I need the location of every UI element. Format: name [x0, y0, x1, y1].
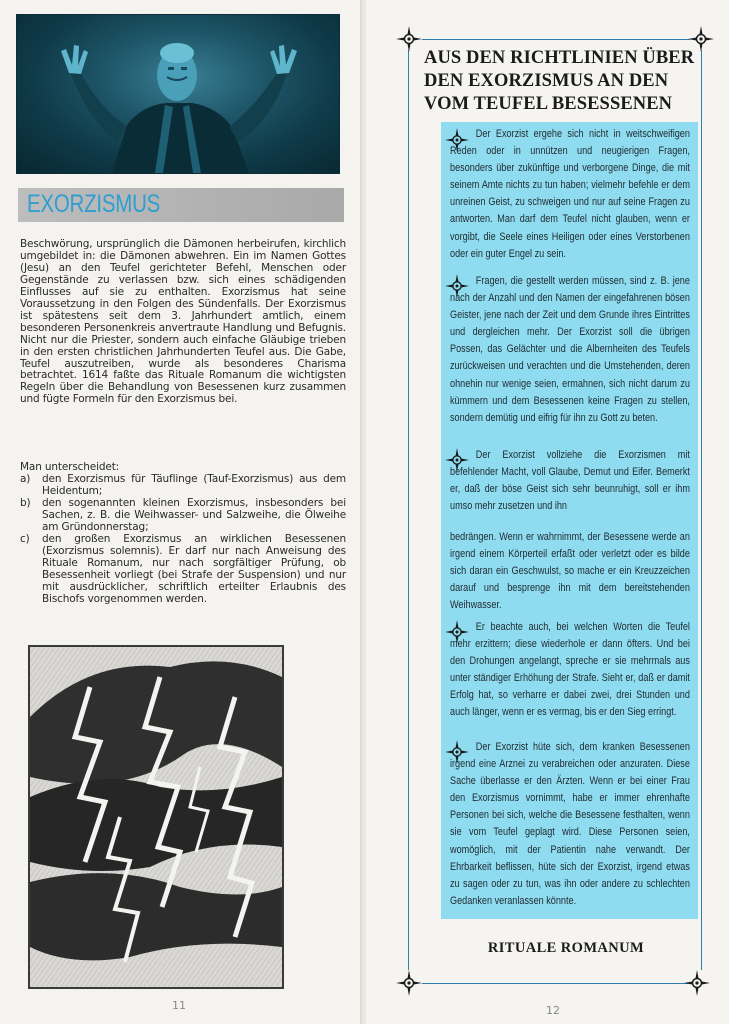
- exorcism-types-list: [20, 474, 346, 605]
- article-title: EXORZISMUS: [27, 190, 161, 218]
- diamond-cross-ornament-icon: [396, 970, 422, 996]
- page-number-left: 11: [172, 999, 186, 1012]
- list-marker: b): [20, 496, 31, 509]
- rule-paragraph-4: Er beachte auch, bei welchen Worten die Teufel mehr erzittern; diese wiederhole er dann öfters. Und bei den Drohungen angelangt, spreche er sie mehrmals aus unter ständiger Erhöhung der Strafe. Sieht er, daß er damit Erfolg hat, so verharre er dabei zwei, drei Stunden und auch länger, wenn er es vermag, bis er den Sieg erringt.: [450, 621, 690, 719]
- rule-paragraph-3: Der Exorzist vollziehe die Exorzismen mit befehlender Macht, voll Glaube, Demut und Eifer. Bemerkt er, daß der böse Geist sich sehr beunruhigt, soll er ihm umso mehr zusetzen und ihn: [450, 449, 690, 513]
- list-item-text: den sogenannten kleinen Exorzismus, insbesonders bei Sachen, z. B. die Weihwasser- und Salzweihe, die Ölweihe am Gründonnerstag;: [42, 496, 346, 533]
- rules-heading: AUS DEN RICHTLINIEN ÜBER DEN EXORZISMUS AN DEN VOM TEUFEL BESESSENEN: [424, 48, 695, 114]
- rule-paragraph-1: Der Exorzist ergehe sich nicht in weitschweifigen Reden oder in unnützen und neugierigen Fragen, besonders über zukünftige und verborgene Dinge, die mit seinem Amte nichts zu tun haben; vielmehr befehle er dem unreinen Geist, zu schweigen und nur auf seine Fragen zu antworten. Man darf dem Teufel nicht glauben, wenn er vorgibt, die Seele eines Heiligen oder eines Verstorbenen oder ein guter Engel zu sein.: [450, 128, 690, 260]
- frame-top-line: [422, 39, 690, 40]
- diamond-cross-ornament-icon: [684, 970, 710, 996]
- right-page: [366, 0, 729, 1024]
- list-item: [20, 534, 346, 606]
- frame-bottom-line: [422, 983, 690, 984]
- list-marker: a): [20, 473, 31, 485]
- source-attribution: RITUALE ROMANUM: [487, 940, 645, 956]
- left-page: [0, 0, 362, 1024]
- list-item: [20, 498, 346, 534]
- rule-paragraph-5: Der Exorzist hüte sich, dem kranken Besessenen irgend eine Arznei zu verabreichen oder anzuraten. Diese Sache überlasse er den Ärzten. Wenn er bei einer Frau den Exorzismus vornimmt, habe er immer ehrenhafte Personen bei sich, welche die Besessene festhalten, wenn sie vom Teufel geplagt wird. Diese Personen seien, womöglich, mit der Patientin nahe verwandt. Der Ehrbarkeit beflissen, hüte sich der Exorzist, irgend etwas zu sagen oder zu tun, was ihn oder andere zu schlechten Gedanken veranlassen könnte.: [450, 741, 690, 907]
- list-item-text: den großen Exorzismus an wirklichen Besessenen (Exorzismus solemnis). Er darf nur nach Anweisung des Rituale Romanum, nur nach sorgfältiger Prüfung, ob Besessenheit vorliegt (bei Strafe der Suspension) und nur mit ausdrücklicher, schriftlich erteilter Erlaubnis des Bischofs vorgenommen werden.: [42, 532, 346, 605]
- intro-paragraph: Beschwörung, ursprünglich die Dämonen herbeirufen, kirchlich umgebildet in: die Dämonen abwehren. Ein im Namen Gottes (Jesu) an den Teufel gerichteter Befehl, Menschen oder Gegenstände zu verlassen bzw. sich eines schädigenden Einflusses auf sie zu enthalten. Exorzismus hat seine Voraussetzung in den Folgen des Sündenfalls. Der Exorzismus ist spätestens seit dem 3. Jahrhundert amtlich, einem besonderen Personenkreis anvertraute Handlung und Befugnis. Nicht nur die Priester, sondern auch einfache Gläubige trieben in den ersten christlichen Jahrhunderten Teufel aus. Die Gabe, Teufel auszutreiben, wurde als besonderes Charisma betrachtet. 1614 faßte das Rituale Romanum die wichtigsten Regeln über die Behandlung von Besessenen kurz zusammen und fügte Formeln für den Exorzismus bei.: [20, 238, 346, 406]
- frame-right-line: [701, 50, 702, 970]
- list-item: [20, 474, 346, 498]
- frame-left-line: [408, 50, 409, 970]
- list-marker: c): [20, 532, 30, 545]
- list-item-text: den Exorzismus für Täuflinge (Tauf-Exorzismus) aus dem Heidentum;: [42, 473, 346, 497]
- rule-paragraph-3-continued: bedrängen. Wenn er wahrnimmt, der Besessene werde an irgend einem Körperteil erfaßt oder verletzt oder es bilde sich daran ein Geschwulst, so mache er ein Kreuzzeichen darauf und besprenge ihn mit dem bereitstehenden Weihwasser.: [450, 531, 690, 612]
- rule-paragraph-2: Fragen, die gestellt werden müssen, sind z. B. jene nach der Anzahl und den Namen der eingefahrenen bösen Geister, jene nach der Zeit und dem Grunde ihres Eintrittes und dergleichen mehr. Der Exorzist soll die übrigen Possen, das Gelächter und die Albernheiten des Teufels zurückweisen und verachten und die Umstehenden, deren ohnehin nur wenige seien, ermahnen, sich nicht darum zu kümmern und dem Besessenen keine Fragen zu stellen, sondern demütig und eifrig für ihn zu Gott zu beten.: [450, 275, 690, 424]
- diamond-cross-ornament-icon: [396, 26, 422, 52]
- distinction-heading: Man unterscheidet:: [20, 461, 120, 473]
- lightning-drawing: [28, 645, 284, 989]
- page-number-right: 12: [546, 1004, 560, 1017]
- exorcist-photo: [16, 14, 340, 174]
